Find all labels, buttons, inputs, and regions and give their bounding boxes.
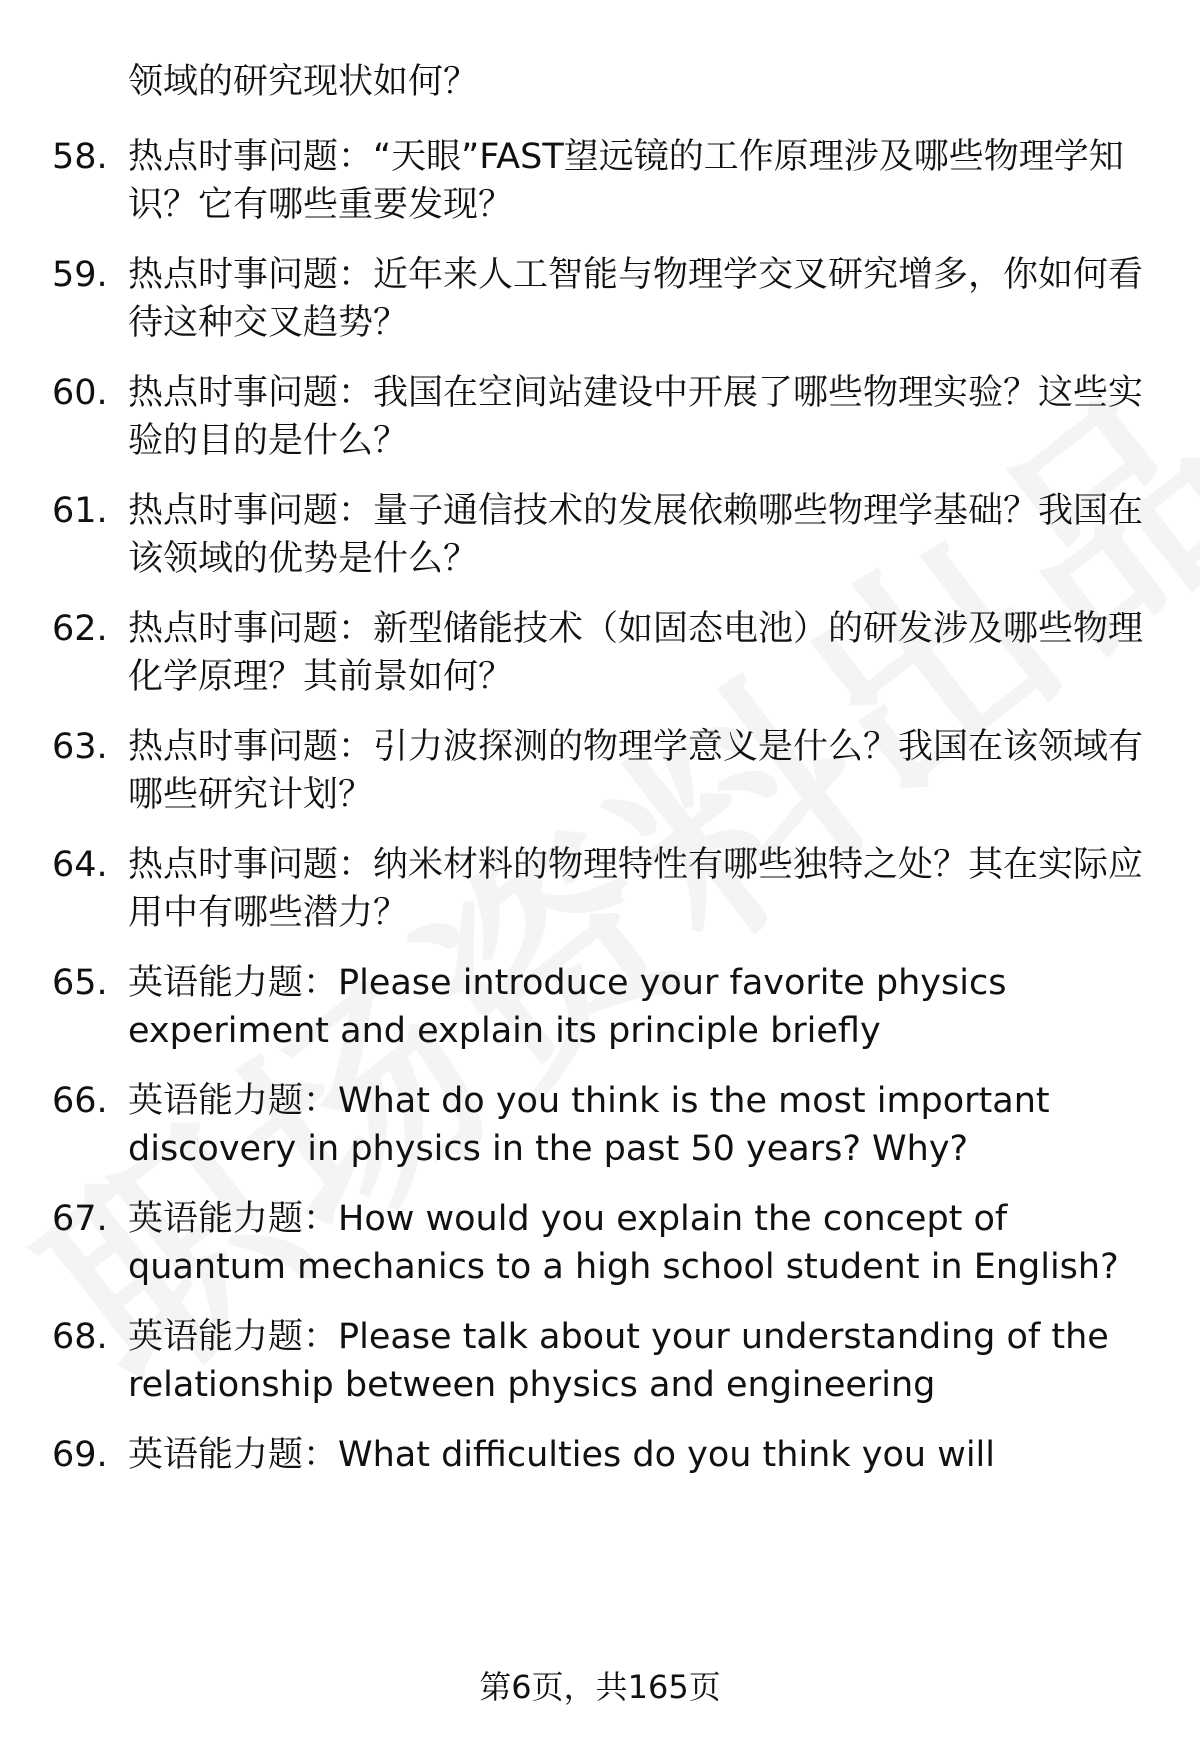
question-text: 热点时事问题：量子通信技术的发展依赖哪些物理学基础？我国在该领域的优势是什么？	[128, 491, 1144, 579]
question-number: 62.	[52, 609, 108, 649]
continuation-text: 领域的研究现状如何？	[128, 62, 479, 102]
question-number: 65.	[52, 963, 108, 1003]
question-number: 59.	[52, 255, 108, 295]
question-number: 61.	[52, 491, 108, 531]
question-number: 60.	[52, 373, 108, 413]
question-text: 英语能力题：Please talk about your understanding of the relationship between physics and engineering	[128, 1317, 1109, 1405]
question-text: 热点时事问题：新型储能技术（如固态电池）的研发涉及哪些物理化学原理？其前景如何？	[128, 609, 1144, 697]
question-number: 69.	[52, 1435, 108, 1475]
question-number: 67.	[52, 1199, 108, 1239]
question-text: 英语能力题：Please introduce your favorite physics experiment and explain its principle briefly	[128, 963, 1007, 1051]
question-number: 68.	[52, 1317, 108, 1357]
question-text: 英语能力题：How would you explain the concept of quantum mechanics to a high school student in English?	[128, 1199, 1119, 1287]
question-text: 热点时事问题：我国在空间站建设中开展了哪些物理实验？这些实验的目的是什么？	[128, 373, 1144, 461]
question-text: 热点时事问题：近年来人工智能与物理学交叉研究增多，你如何看待这种交叉趋势？	[128, 255, 1144, 343]
question-number: 63.	[52, 727, 108, 767]
question-text: 英语能力题：What difficulties do you think you will	[128, 1435, 995, 1475]
question-number: 58.	[52, 137, 108, 177]
question-text: 热点时事问题：“天眼”FAST望远镜的工作原理涉及哪些物理学知识？它有哪些重要发现？	[128, 137, 1124, 225]
question-text: 热点时事问题：引力波探测的物理学意义是什么？我国在该领域有哪些研究计划？	[128, 727, 1144, 815]
question-text: 热点时事问题：纳米材料的物理特性有哪些独特之处？其在实际应用中有哪些潜力？	[128, 845, 1144, 933]
question-number: 64.	[52, 845, 108, 885]
question-text: 英语能力题：What do you think is the most important discovery in physics in the past 50 years? Why?	[128, 1081, 1050, 1169]
page-footer: 第6页，共165页	[479, 1668, 721, 1706]
question-number: 66.	[52, 1081, 108, 1121]
